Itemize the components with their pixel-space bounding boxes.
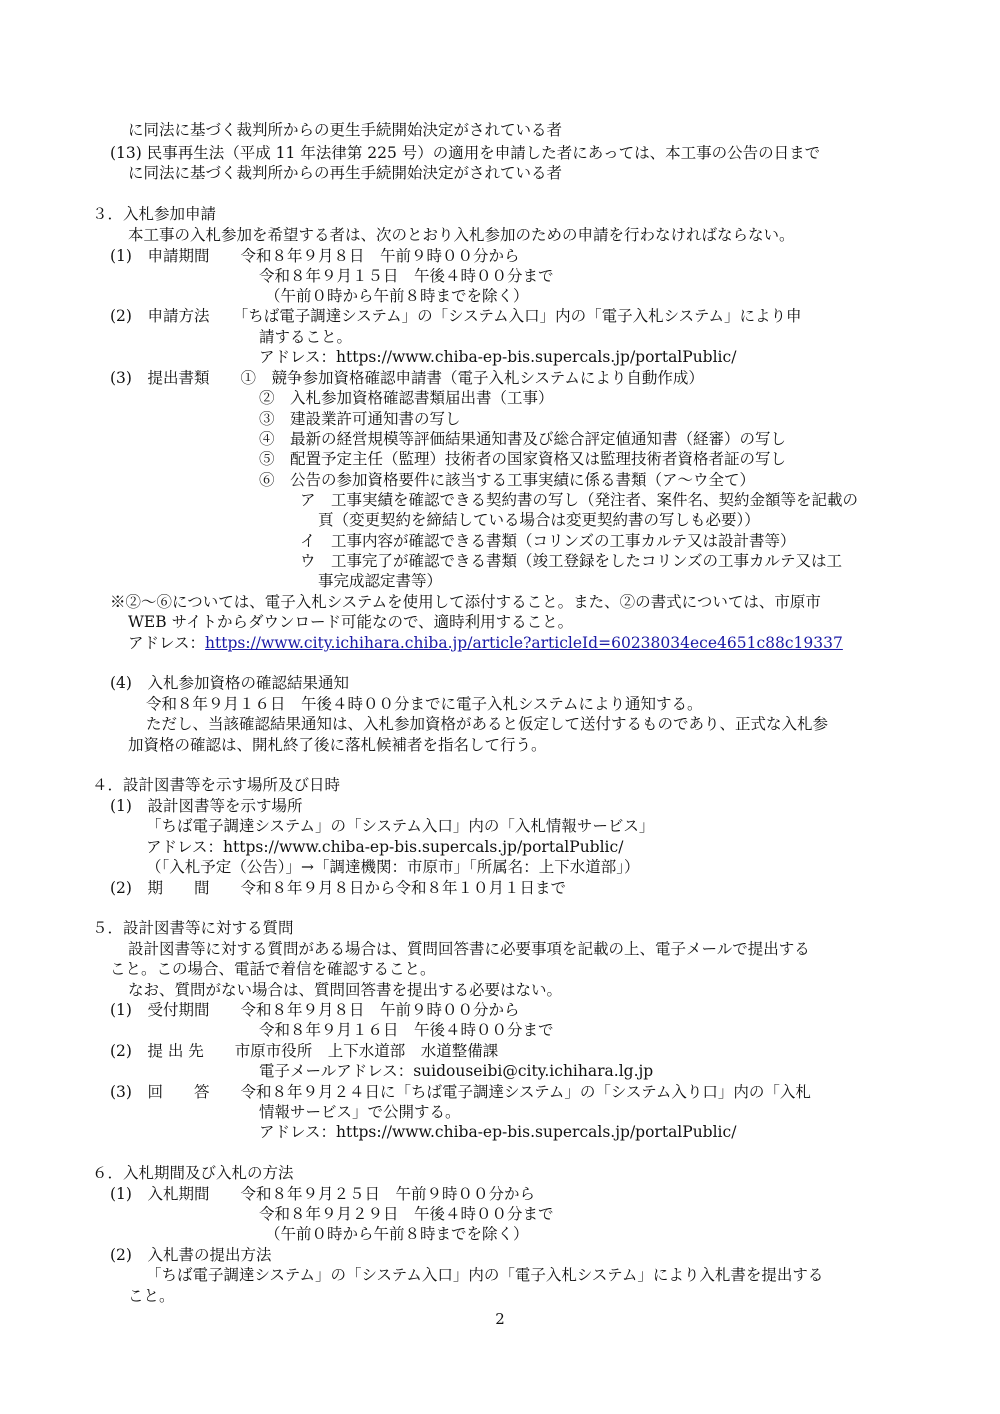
text-line: ② 入札参加資格確認書類届出書（工事） <box>259 389 554 407</box>
text-line: (1) 申請期間 令和８年９月８日 午前９時００分から <box>110 247 520 265</box>
text-line: (2) 期 間 令和８年９月８日から令和８年１０月１日まで <box>110 879 566 897</box>
section-heading: ４．設計図書等を示す場所及び日時 <box>92 776 341 794</box>
text-line: (2) 提 出 先 市原市役所 上下水道部 水道整備課 <box>110 1042 499 1060</box>
text-line: (3) 提出書類 ① 競争参加資格確認申請書（電子入札システムにより自動作成） <box>110 369 704 387</box>
text-line: (2) 入札書の提出方法 <box>110 1246 272 1264</box>
text-line: 「ちば電子調達システム」の「システム入口」内の「入札情報サービス」 <box>146 817 655 835</box>
text-line: なお、質問がない場合は、質問回答書を提出する必要はない。 <box>128 981 563 999</box>
text-line: 令和８年９月１６日 午後４時００分まで <box>259 1021 554 1039</box>
text-line: ③ 建設業許可通知書の写し <box>259 410 461 428</box>
text-line: 「ちば電子調達システム」の「システム入口」内の「電子入札システム」により入札書を提出する <box>146 1266 824 1284</box>
text-line: (1) 設計図書等を示す場所 <box>110 797 303 815</box>
text-line: （午前０時から午前８時までを除く） <box>265 287 529 305</box>
text-line: （「入札予定（公告）」→「調達機関：市原市」「所属名：上下水道部」） <box>146 858 640 876</box>
address-line <box>128 633 843 653</box>
text-line: (4) 入札参加資格の確認結果通知 <box>110 674 349 692</box>
text-line: 請すること。 <box>259 328 353 346</box>
text-line: （午前０時から午前８時までを除く） <box>265 1225 529 1243</box>
text-line: ただし、当該確認結果通知は、入札参加資格があると仮定して送付するものであり、正式な入札参 <box>146 715 829 733</box>
section-heading: ６．入札期間及び入札の方法 <box>92 1164 294 1182</box>
text-line: アドレス：https://www.chiba-ep-bis.supercals.jp/portalPublic/ <box>146 838 624 856</box>
address-label: アドレス： <box>128 634 206 652</box>
text-line: (2) 申請方法 「ちば電子調達システム」の「システム入口」内の「電子入札システム」により申 <box>110 307 802 325</box>
text-line: 加資格の確認は、開札終了後に落札候補者を指名して行う。 <box>128 736 547 754</box>
text-line: アドレス：https://www.chiba-ep-bis.supercals.jp/portalPublic/ <box>259 1123 737 1141</box>
text-line: に同法に基づく裁判所からの再生手続開始決定がされている者 <box>128 164 563 182</box>
page-number: 2 <box>495 1310 505 1328</box>
text-line: ④ 最新の経営規模等評価結果通知書及び総合評定値通知書（経審）の写し <box>259 430 787 448</box>
article-link[interactable]: https://www.city.ichihara.chiba.jp/article?articleId=60238034ece4651c88c19337 <box>205 634 843 652</box>
text-line: (3) 回 答 令和８年９月２４日に「ちば電子調達システム」の「システム入り口」内の「入札 <box>110 1083 811 1101</box>
text-line: 令和８年９月１５日 午後４時００分まで <box>259 267 554 285</box>
section-heading: ５．設計図書等に対する質問 <box>92 919 294 937</box>
text-line: イ 工事内容が確認できる書類（コリンズの工事カルテ又は設計書等） <box>300 532 796 550</box>
text-line: ⑥ 公告の参加資格要件に該当する工事実績に係る書類（ア～ウ全て） <box>259 471 756 489</box>
text-line: (13) 民事再生法（平成 11 年法律第 225 号）の適用を申請した者にあっては、本工事の公告の日まで <box>110 144 821 162</box>
text-line: こと。 <box>128 1287 175 1305</box>
text-line: 令和８年９月２９日 午後４時００分まで <box>259 1205 554 1223</box>
text-line: (1) 入札期間 令和８年９月２５日 午前９時００分から <box>110 1185 535 1203</box>
text-line: 頁（変更契約を締結している場合は変更契約書の写しも必要）） <box>318 511 760 529</box>
text-line: 事完成認定書等） <box>318 572 443 590</box>
text-line: 設計図書等に対する質問がある場合は、質問回答書に必要事項を記載の上、電子メールで提出する <box>128 940 810 958</box>
text-line: ウ 工事完了が確認できる書類（竣工登録をしたコリンズの工事カルテ又は工 <box>300 552 843 570</box>
text-line: アドレス：https://www.chiba-ep-bis.supercals.jp/portalPublic/ <box>259 348 737 366</box>
text-line: ⑤ 配置予定主任（監理）技術者の国家資格又は監理技術者資格者証の写し <box>259 450 787 468</box>
section-heading: ３．入札参加申請 <box>92 205 217 223</box>
text-line: WEB サイトからダウンロード可能なので、適時利用すること。 <box>128 613 574 631</box>
text-line: ア 工事実績を確認できる契約書の写し（発注者、案件名、契約金額等を記載の <box>300 491 859 509</box>
text-line: 令和８年９月１６日 午後４時００分までに電子入札システムにより通知する。 <box>146 695 703 713</box>
text-line: こと。この場合、電話で着信を確認すること。 <box>110 960 436 978</box>
text-line: (1) 受付期間 令和８年９月８日 午前９時００分から <box>110 1001 520 1019</box>
text-line: 本工事の入札参加を希望する者は、次のとおり入札参加のための申請を行わなければならない。 <box>128 226 795 244</box>
text-line: ※②～⑥については、電子入札システムを使用して添付すること。また、②の書式については、市原市 <box>110 593 821 611</box>
text-line: 電子メールアドレス：suidouseibi@city.ichihara.lg.jp <box>259 1062 654 1080</box>
text-line: に同法に基づく裁判所からの更生手続開始決定がされている者 <box>128 121 563 139</box>
text-line: 情報サービス」で公開する。 <box>259 1103 461 1121</box>
